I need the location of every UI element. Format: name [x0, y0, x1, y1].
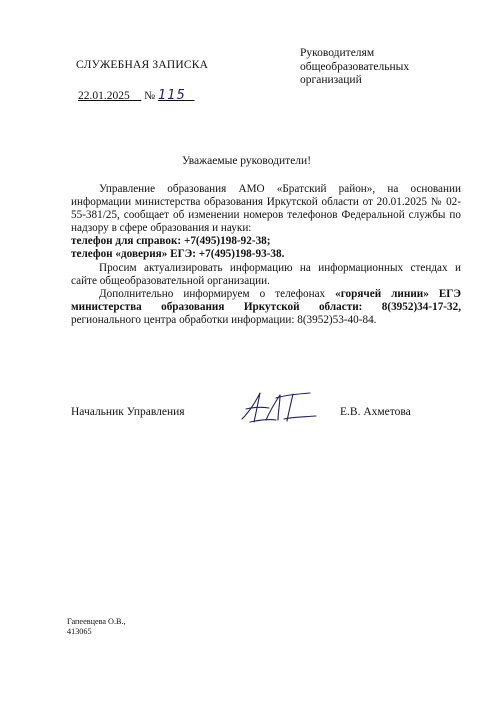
executor-block — [67, 617, 126, 637]
recipient-block — [300, 47, 450, 88]
hotline-text: «горячей линии» ЕГЭ министерства образования Иркутской области: 8(3952)34-17-32, — [71, 287, 461, 313]
executor-name: Гапеевцева О.В., — [67, 617, 126, 626]
recipient-line: организаций — [300, 74, 362, 86]
document-type: СЛУЖЕБНАЯ ЗАПИСКА — [76, 59, 209, 71]
document-number: 115 — [157, 88, 186, 103]
document-date: 22.01.2025 — [78, 90, 130, 102]
recipient-line: Руководителям — [300, 47, 375, 59]
signature-graphic — [236, 389, 324, 427]
executor-phone: 413065 — [67, 627, 92, 636]
letter-body — [71, 183, 461, 327]
number-sign: № — [144, 90, 156, 102]
paragraph-request: Просим актуализировать информацию на информационных стендах и сайте общеобразовательной организации. — [71, 261, 461, 287]
paragraph-main: Управление образования АМО «Братский район», на основании информации министерства образования Иркутской области от 20.01.2025 № 02-55-381/25, сообщает об изменении номеров телефонов Федеральной службы по надзору в сфере образования и науки: — [71, 183, 461, 235]
signatory-name: Е.В. Ахметова — [340, 406, 411, 418]
handwritten-signature — [236, 389, 324, 432]
phone-trust: телефон «доверия» ЕГЭ: +7(495)198-93-38. — [71, 248, 285, 261]
date-number-line — [78, 88, 194, 103]
phone-info: телефон для справок: +7(495)198-92-38; — [71, 235, 271, 248]
paragraph-hotline: Дополнительно информируем о телефонах «горячей линии» ЕГЭ министерства образования Иркутской области: 8(3952)34-17-32, регионального центра обработки информации: 8(3952)53-40-84. — [71, 287, 461, 326]
signatory-title: Начальник Управления — [71, 406, 185, 418]
recipient-line: общеобразовательных — [300, 60, 410, 73]
greeting: Уважаемые руководители! — [181, 155, 312, 167]
